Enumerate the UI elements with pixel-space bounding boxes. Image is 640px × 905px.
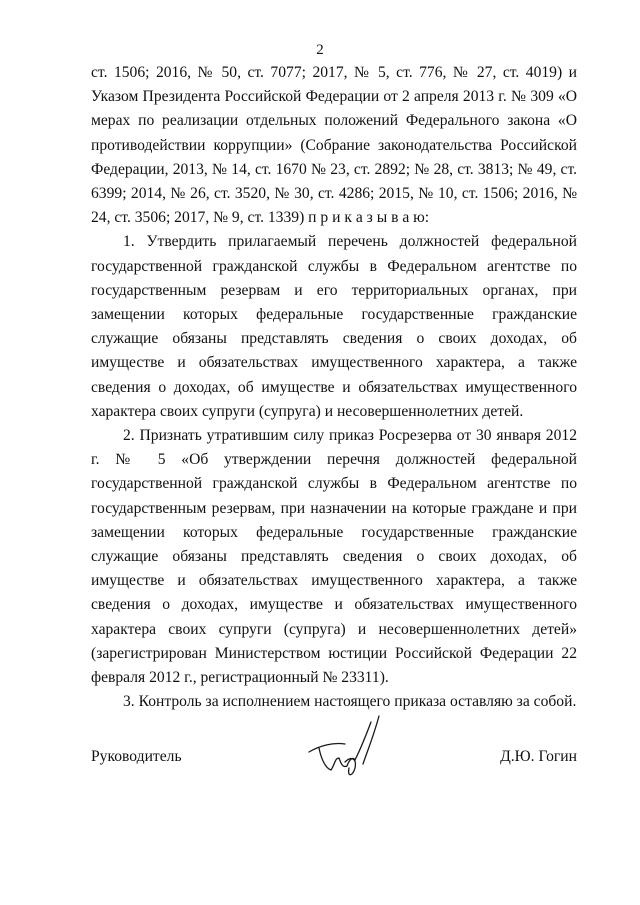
order-item-2: 2. Признать утратившим силу приказ Росрезерва от 30 января 2012 г. № 5 «Об утверждении перечня должностей федеральной государственной гражданской службы в Федеральном агентстве по государственным резервам, при назначении на которые граждане и при замещении которых федеральные государственные гражданские служащие обязаны представлять сведения о своих доходах, об имуществе и обязательствах имущественного характера, а также сведения о доходах, имуществе и обязательствах имущественного характера своих супруги (супруга) и несовершеннолетних детей» (зарегистрирован Министерством юстиции Российской Федерации 22 февраля 2012 г., регистрационный № 23311). — [91, 427, 577, 687]
document-body — [91, 61, 577, 714]
handwritten-signature-icon — [305, 712, 385, 782]
intro-paragraph: ст. 1506; 2016, № 50, ст. 7077; 2017, № 5, ст. 776, № 27, ст. 4019) и Указом Президента Российской Федерации от 2 апреля 2013 г. № 309 «О мерах по реализации отдельных положений Федерального закона «О противодействии коррупции» (Собрание законодательства Российской Федерации, 2013, № 14, ст. 1670 № 23, ст. 2892; № 28, ст. 3813; № 49, ст. 6399; 2014, № 26, ст. 3520, № 30, ст. 4286; 2015, № 10, ст. 1506; 2016, № 24, ст. 3506; 2017, № 9, ст. 1339) п р и к а з ы в а ю: — [91, 64, 577, 227]
order-item-3: 3. Контроль за исполнением настоящего приказа оставляю за собой. — [123, 693, 577, 711]
signature-block — [91, 712, 577, 802]
page-number: 2 — [316, 42, 324, 58]
signer-title: Руководитель — [91, 748, 182, 765]
signer-name: Д.Ю. Гогин — [500, 748, 577, 765]
order-item-1: 1. Утвердить прилагаемый перечень должностей федеральной государственной гражданской службы в Федеральном агентстве по государственным резервам и его территориальных органах, при замещении которых федеральные государственные гражданские служащие обязаны представлять сведения о своих доходах, об имуществе и обязательствах имущественного характера, а также сведения о доходах, об имуществе и обязательствах имущественного характера своих супруги (супруга) и несовершеннолетних детей. — [91, 233, 577, 420]
